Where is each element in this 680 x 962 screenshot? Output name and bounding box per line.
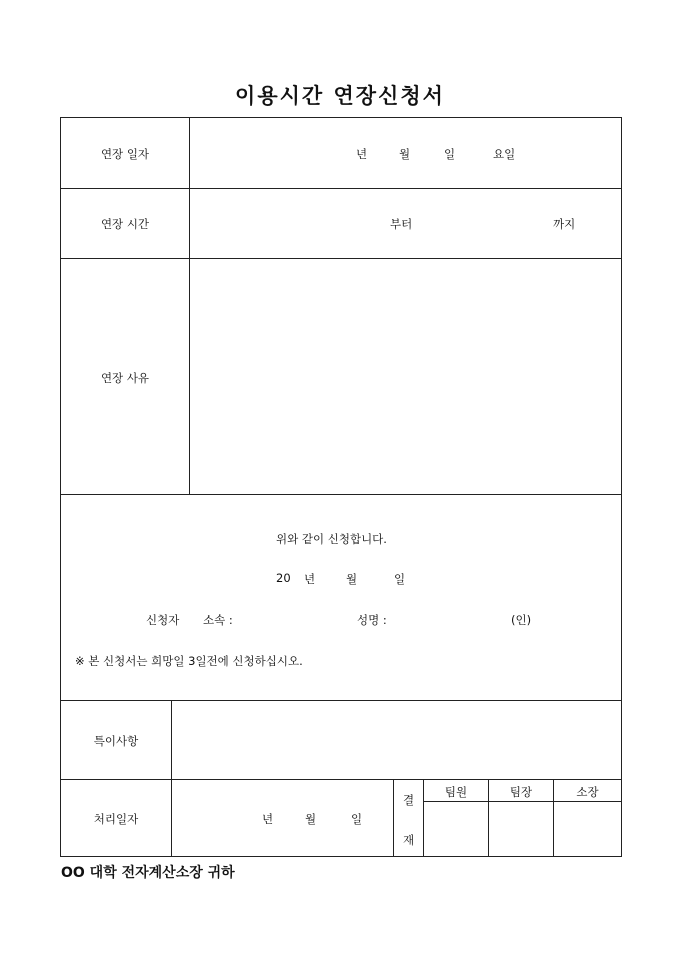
date-year-field[interactable]: 년 — [356, 147, 368, 161]
row-divider — [60, 188, 622, 189]
declaration-date-month[interactable]: 월 — [346, 572, 358, 586]
row-divider — [60, 494, 622, 495]
approver-team-member: 팀원 — [444, 785, 468, 799]
signature-box-director[interactable] — [554, 802, 621, 856]
seal-mark: (인) — [511, 613, 532, 627]
date-weekday-field[interactable]: 요일 — [493, 147, 516, 161]
approver-team-leader: 팀장 — [509, 785, 533, 799]
special-notes-field[interactable] — [172, 701, 621, 778]
applicant-label: 신청자 — [146, 613, 180, 627]
processing-year-field[interactable]: 년 — [262, 812, 274, 826]
addressee-footer: OO 대학 전자계산소장 귀하 — [61, 865, 235, 881]
reason-field[interactable] — [190, 259, 621, 493]
reason-label: 연장 사유 — [100, 371, 150, 385]
processing-date-label: 처리일자 — [93, 812, 139, 826]
declaration-date-year[interactable]: 년 — [304, 572, 316, 586]
declaration-date-day[interactable]: 일 — [394, 572, 406, 586]
approval-label-bottom: 재 — [402, 833, 415, 847]
date-label: 연장 일자 — [100, 147, 150, 161]
processing-month-field[interactable]: 월 — [305, 812, 317, 826]
time-from-field[interactable]: 부터 — [390, 217, 413, 231]
name-label: 성명 : — [357, 613, 387, 627]
time-to-field[interactable]: 까지 — [553, 217, 576, 231]
submission-note: ※ 본 신청서는 희망일 3일전에 신청하십시오. — [75, 654, 303, 668]
date-month-field[interactable]: 월 — [399, 147, 411, 161]
row-divider — [60, 779, 622, 780]
processing-day-field[interactable]: 일 — [351, 812, 363, 826]
date-day-field[interactable]: 일 — [444, 147, 456, 161]
approver-director: 소장 — [576, 785, 599, 799]
form-title: 이용시간 연장신청서 — [235, 83, 445, 108]
affiliation-label: 소속 : — [203, 613, 233, 627]
signature-box-team-leader[interactable] — [489, 802, 553, 856]
declaration-date-prefix: 20 — [276, 571, 291, 585]
signature-box-team-member[interactable] — [424, 802, 488, 856]
time-label: 연장 시간 — [100, 217, 150, 231]
declaration-statement: 위와 같이 신청합니다. — [276, 532, 387, 546]
special-notes-label: 특이사항 — [93, 734, 139, 748]
approval-label-top: 결 — [402, 793, 415, 807]
